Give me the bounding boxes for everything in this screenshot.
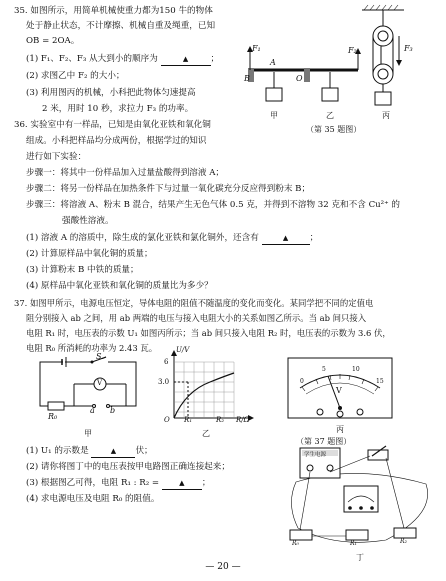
q36-line-3: 进行如下实验： [26,152,87,162]
q37-graph-xmark-R1: R₁ [184,416,193,424]
q37-fig-label-bing: 丙 [336,425,344,434]
answer-blank: ▲ [162,478,202,490]
page-number: — 20 — [205,562,241,572]
q35-label-B: B [244,74,250,83]
q37-board-label: 学生电源 [304,452,327,458]
q37-board-R0: R₀ [292,540,299,547]
q37-circuit-S: S [96,352,102,361]
q37-graph-xmark-R2: R₂ [216,416,225,424]
q37-line-4: 电阻 R₀ 所消耗的功率为 2.43 瓦。 [26,343,158,353]
q36-step-1: 步骤一：将其中一份样品加入过量盐酸得到溶液 A； [26,168,225,178]
q35-caption: （第 35 题图） [306,125,362,134]
q36-step-3-cont: 强酸性溶液。 [62,216,114,226]
answer-blank: ▲ [161,54,211,66]
q36-line-1: 36. 实验室中有一样品，已知是由氧化亚铁和氧化铜 [14,120,211,130]
q37-graph-ytick-3: 3.0 [158,378,170,386]
q36-question-3: (3) 计算粉末 B 中铁的质量； [26,265,139,275]
answer-blank: ▲ [91,446,135,458]
q35-q1-text: (1) F₁、F₂、F₃ 从大到小的顺序为 [26,54,158,64]
q37-fig-label-jia: 甲 [84,429,92,438]
q37-graph [160,348,256,424]
q35-label-F3: F₃ [404,44,413,53]
q37-question-2: (2) 请你将图丁中的电压表按甲电路图正确连接起来； [26,462,230,472]
resistor-R2-block [394,528,416,538]
answer-blank: ▲ [262,233,310,245]
q37-meter-scale-10: 10 [352,366,360,373]
q35-line-1: 35. 如图所示，用简单机械使重力都为150 牛的物体 [14,6,213,16]
q35-label-F2: F₂ [348,46,357,55]
q35-label-F1: F₁ [252,44,261,53]
q35-fig-label-yi: 乙 [326,111,334,120]
q37-meter-unit: V [336,386,342,395]
q37-q1-text: (1) U₁ 的示数是 [26,446,89,456]
q35-fig-label-bing: 丙 [382,111,390,120]
q36-q1-tail: ； [309,233,319,243]
q35-label-O: O [296,74,303,83]
q37-meter-scale-15: 15 [376,378,384,385]
q37-circuit-b: b [110,406,116,415]
q37-circuit-V: V [97,379,103,387]
q36-step-3: 步骤三：将溶液 A、粉末 B 混合，结果产生无色气体 0.5 克，并得到不溶物 32 克和不含 Cu²⁺ 的 [26,200,400,210]
q36-q1-text: (1) 溶液 A 的溶质中，除生成的氯化亚铁和氯化铜外，还含有 [26,233,259,243]
q37-circuit-diagram [34,356,142,416]
q36-question-2: (2) 计算原样品中氧化铜的质量； [26,249,153,259]
q35-label-A: A [270,58,276,67]
q37-line-1: 37. 如图甲所示，电源电压恒定，导体电阻的阻值不随温度的变化而变化。某同学把不同的定值电 [14,298,374,308]
q35-line-3: OB = 2OA。 [26,36,80,46]
q36-line-2: 组成。小科把样品均分成两份，根据学过的知识 [26,136,207,146]
q37-graph-ylabel: U/V [176,346,190,354]
q37-meter-scale-0: 0 [300,378,304,385]
q37-q1-unit: 伏； [135,446,153,456]
q35-q1-tail: ； [210,54,220,64]
q37-circuit-R0: R₀ [48,412,58,421]
q37-wiring-figure [286,444,436,552]
q37-q3-tail: ； [201,478,211,488]
q37-question-4: (4) 求电源电压及电阻 R₀ 的阻值。 [26,494,160,504]
resistor-R1-block [346,530,368,540]
q35-question-2: (2) 求图乙中 F₂ 的大小； [26,71,125,81]
q37-question-1 [26,446,153,458]
q37-circuit-a: a [90,406,95,415]
resistor-R0-block [290,530,312,540]
q37-meter-scale-5: 5 [322,366,326,373]
q37-board-R2: R₂ [400,538,407,545]
q35-fig-label-jia: 甲 [270,111,278,120]
q37-graph-ytick-6: 6 [164,358,169,366]
q37-caption: （第 37 题图） [296,437,352,446]
q37-graph-origin: O [164,416,170,424]
q35-question-3: (3) 利用图丙的机械，小科把此物体匀速提高 [26,88,196,98]
q37-line-2: 阻分别接入 ab 之间，用 ab 两端的电压与接入电阻大小的关系如图乙所示。当 ab 间只接入 [26,313,367,323]
q37-line-3: 电阻 R₁ 时，电压表的示数 U₁ 如图丙所示；当 ab 间只接入电阻 R₂ 时，电压表的示数为 3.6 伏， [26,328,391,338]
q37-q3-text: (3) 根据图乙可得，电阻 R₁ : R₂ = [26,478,160,488]
q35-question-3-cont: 2 米，用时 10 秒，求拉力 F₃ 的功率。 [42,104,194,114]
q37-question-3 [26,478,210,490]
q36-question-4: (4) 原样品中氧化亚铁和氧化铜的质量比为多少？ [26,281,213,291]
q36-question-1 [26,233,318,245]
q36-step-2: 步骤二：将另一份样品在加热条件下与过量一氧化碳充分反应得到粉末 B； [26,184,311,194]
q37-fig-label-ding: 丁 [356,553,364,562]
q35-line-2: 处于静止状态，不计摩擦、机械自重及绳重，已知 [26,21,216,31]
q37-board-R1: R₁ [350,540,357,547]
q37-fig-label-yi: 乙 [202,429,210,438]
q37-graph-xlabel: R/Ω [236,416,250,424]
q35-question-1 [26,54,219,66]
